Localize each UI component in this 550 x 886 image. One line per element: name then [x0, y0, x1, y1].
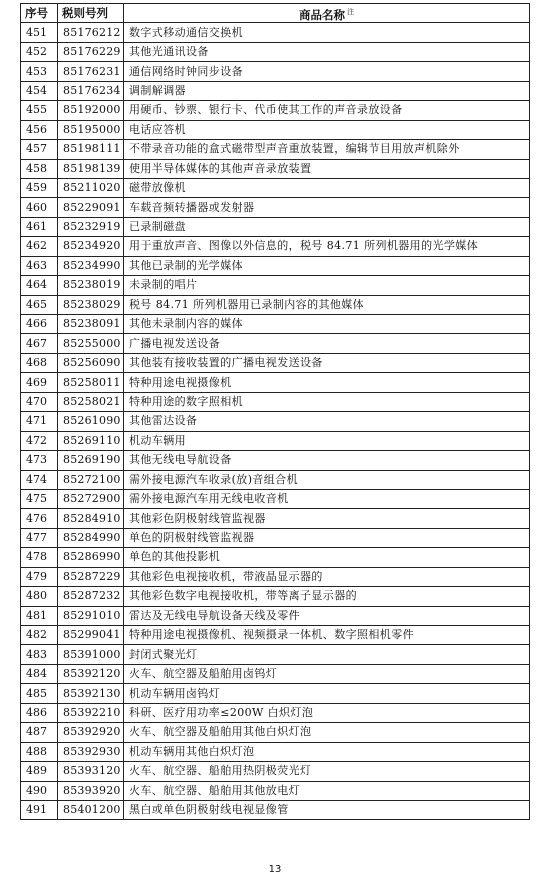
cell-seq: 453: [21, 62, 58, 81]
page-number: 13: [268, 864, 282, 875]
cell-code: 85392120: [58, 664, 124, 683]
table-row: [21, 334, 530, 353]
table-row: [21, 645, 530, 664]
cell-name: 电话应答机: [124, 120, 530, 139]
cell-name: 黑白或单色阴极射线电视显像管: [124, 800, 530, 819]
cell-name: 火车、航空器及船舶用卤钨灯: [124, 664, 530, 683]
table-row: [21, 742, 530, 761]
table-row: [21, 548, 530, 567]
table-body: [21, 23, 530, 820]
table-row: [21, 198, 530, 217]
table-row: [21, 684, 530, 703]
cell-seq: 486: [21, 703, 58, 722]
table-row: [21, 587, 530, 606]
header-name-label: 商品名称: [299, 7, 345, 22]
cell-code: 85261090: [58, 412, 124, 431]
cell-name: 火车、航空器、船舶用热阴极荧光灯: [124, 762, 530, 781]
cell-seq: 452: [21, 42, 58, 61]
cell-code: 85198111: [58, 140, 124, 159]
cell-name: 其他装有接收装置的广播电视发送设备: [124, 353, 530, 372]
cell-code: 85176229: [58, 42, 124, 61]
table-row: [21, 703, 530, 722]
cell-code: 85272100: [58, 470, 124, 489]
cell-seq: 465: [21, 295, 58, 314]
cell-code: 85392930: [58, 742, 124, 761]
cell-code: 85192000: [58, 101, 124, 120]
cell-name: 广播电视发送设备: [124, 334, 530, 353]
cell-seq: 490: [21, 781, 58, 800]
table-row: [21, 451, 530, 470]
cell-code: 85391000: [58, 645, 124, 664]
cell-seq: 476: [21, 509, 58, 528]
cell-name: 车载音频转播器或发射器: [124, 198, 530, 217]
cell-name: 需外接电源汽车收录(放)音组合机: [124, 470, 530, 489]
cell-name: 其他光通讯设备: [124, 42, 530, 61]
cell-name: 雷达及无线电导航设备天线及零件: [124, 606, 530, 625]
cell-seq: 466: [21, 315, 58, 334]
table-row: [21, 237, 530, 256]
cell-seq: 459: [21, 178, 58, 197]
cell-code: 85255000: [58, 334, 124, 353]
cell-name: 已录制磁盘: [124, 217, 530, 236]
table-row: [21, 626, 530, 645]
cell-seq: 483: [21, 645, 58, 664]
table-row: [21, 101, 530, 120]
cell-name: 税号 84.71 所列机器用已录制内容的其他媒体: [124, 295, 530, 314]
cell-code: 85272900: [58, 489, 124, 508]
cell-seq: 489: [21, 762, 58, 781]
table-row: [21, 353, 530, 372]
header-name-note: 注: [347, 7, 354, 16]
table-row: [21, 120, 530, 139]
cell-code: 85195000: [58, 120, 124, 139]
cell-seq: 479: [21, 567, 58, 586]
cell-code: 85392130: [58, 684, 124, 703]
table-row: [21, 606, 530, 625]
cell-seq: 485: [21, 684, 58, 703]
cell-name: 使用半导体媒体的其他声音录放装置: [124, 159, 530, 178]
cell-seq: 473: [21, 451, 58, 470]
cell-seq: 482: [21, 626, 58, 645]
cell-name: 用硬币、钞票、银行卡、代币使其工作的声音录放设备: [124, 101, 530, 120]
table-row: [21, 781, 530, 800]
cell-name: 其他已录制的光学媒体: [124, 256, 530, 275]
cell-code: 85286990: [58, 548, 124, 567]
cell-code: 85284910: [58, 509, 124, 528]
cell-seq: 480: [21, 587, 58, 606]
cell-seq: 455: [21, 101, 58, 120]
cell-name: 其他彩色数字电视接收机，带等离子显示器的: [124, 587, 530, 606]
table-row: [21, 159, 530, 178]
cell-code: 85256090: [58, 353, 124, 372]
cell-seq: 488: [21, 742, 58, 761]
tariff-table: [20, 3, 530, 820]
cell-code: 85238019: [58, 276, 124, 295]
cell-name: 科研、医疗用功率≤200W 白炽灯泡: [124, 703, 530, 722]
table-row: [21, 664, 530, 683]
cell-code: 85393120: [58, 762, 124, 781]
cell-code: 85392920: [58, 723, 124, 742]
table-row: [21, 723, 530, 742]
cell-name: 其他未录制内容的媒体: [124, 315, 530, 334]
cell-seq: 487: [21, 723, 58, 742]
table-row: [21, 567, 530, 586]
cell-seq: 467: [21, 334, 58, 353]
cell-name: 其他彩色电视接收机，带液晶显示器的: [124, 567, 530, 586]
cell-code: 85291010: [58, 606, 124, 625]
cell-seq: 477: [21, 528, 58, 547]
table-row: [21, 762, 530, 781]
header-name: [124, 4, 530, 23]
cell-code: 85287229: [58, 567, 124, 586]
cell-name: 单色的其他投影机: [124, 548, 530, 567]
cell-code: 85238091: [58, 315, 124, 334]
cell-code: 85176212: [58, 23, 124, 42]
cell-seq: 481: [21, 606, 58, 625]
cell-seq: 457: [21, 140, 58, 159]
cell-name: 机动车辆用: [124, 431, 530, 450]
cell-name: 机动车辆用其他白炽灯泡: [124, 742, 530, 761]
cell-name: 通信网络时钟同步设备: [124, 62, 530, 81]
cell-seq: 491: [21, 800, 58, 819]
cell-code: 85269190: [58, 451, 124, 470]
table-row: [21, 256, 530, 275]
cell-code: 85229091: [58, 198, 124, 217]
cell-code: 85176231: [58, 62, 124, 81]
cell-seq: 472: [21, 431, 58, 450]
cell-name: 需外接电源汽车用无线电收音机: [124, 489, 530, 508]
cell-seq: 464: [21, 276, 58, 295]
cell-seq: 475: [21, 489, 58, 508]
cell-seq: 460: [21, 198, 58, 217]
cell-name: 单色的阴极射线管监视器: [124, 528, 530, 547]
table-row: [21, 431, 530, 450]
cell-code: 85258021: [58, 392, 124, 411]
table-row: [21, 81, 530, 100]
cell-seq: 474: [21, 470, 58, 489]
table-row: [21, 509, 530, 528]
table-header-row: [21, 4, 530, 23]
cell-code: 85211020: [58, 178, 124, 197]
cell-seq: 458: [21, 159, 58, 178]
cell-seq: 484: [21, 664, 58, 683]
table-row: [21, 528, 530, 547]
cell-name: 封闭式聚光灯: [124, 645, 530, 664]
cell-name: 调制解调器: [124, 81, 530, 100]
cell-seq: 461: [21, 217, 58, 236]
cell-code: 85284990: [58, 528, 124, 547]
cell-name: 用于重放声音、图像以外信息的，税号 84.71 所列机器用的光学媒体: [124, 237, 530, 256]
table-row: [21, 276, 530, 295]
cell-code: 85393920: [58, 781, 124, 800]
cell-seq: 451: [21, 23, 58, 42]
cell-name: 火车、航空器、船舶用其他放电灯: [124, 781, 530, 800]
cell-name: 机动车辆用卤钨灯: [124, 684, 530, 703]
table-row: [21, 42, 530, 61]
cell-code: 85392210: [58, 703, 124, 722]
cell-seq: 454: [21, 81, 58, 100]
table-row: [21, 489, 530, 508]
table-row: [21, 315, 530, 334]
cell-name: 特种用途电视摄像机: [124, 373, 530, 392]
cell-code: 85299041: [58, 626, 124, 645]
cell-name: 火车、航空器及船舶用其他白炽灯泡: [124, 723, 530, 742]
header-code: 税则号列: [58, 4, 124, 23]
cell-name: 未录制的唱片: [124, 276, 530, 295]
cell-code: 85176234: [58, 81, 124, 100]
table-row: [21, 800, 530, 819]
cell-seq: 463: [21, 256, 58, 275]
cell-name: 磁带放像机: [124, 178, 530, 197]
cell-name: 特种用途电视摄像机、视频摄录一体机、数字照相机零件: [124, 626, 530, 645]
table-row: [21, 470, 530, 489]
cell-code: 85238029: [58, 295, 124, 314]
cell-seq: 469: [21, 373, 58, 392]
cell-code: 85401200: [58, 800, 124, 819]
cell-code: 85232919: [58, 217, 124, 236]
table-row: [21, 217, 530, 236]
table-row: [21, 23, 530, 42]
cell-seq: 471: [21, 412, 58, 431]
cell-seq: 478: [21, 548, 58, 567]
cell-name: 其他无线电导航设备: [124, 451, 530, 470]
cell-name: 特种用途的数字照相机: [124, 392, 530, 411]
cell-code: 85198139: [58, 159, 124, 178]
header-seq: 序号: [21, 4, 58, 23]
table-row: [21, 62, 530, 81]
cell-code: 85234990: [58, 256, 124, 275]
cell-name: 其他雷达设备: [124, 412, 530, 431]
table-row: [21, 412, 530, 431]
cell-name: 数字式移动通信交换机: [124, 23, 530, 42]
table-row: [21, 295, 530, 314]
table-row: [21, 392, 530, 411]
cell-code: 85258011: [58, 373, 124, 392]
cell-code: 85287232: [58, 587, 124, 606]
cell-name: 其他彩色阴极射线管监视器: [124, 509, 530, 528]
cell-seq: 468: [21, 353, 58, 372]
cell-code: 85269110: [58, 431, 124, 450]
table-row: [21, 140, 530, 159]
cell-code: 85234920: [58, 237, 124, 256]
cell-name: 不带录音功能的盒式磁带型声音重放装置，编辑节目用放声机除外: [124, 140, 530, 159]
cell-seq: 462: [21, 237, 58, 256]
cell-seq: 470: [21, 392, 58, 411]
cell-seq: 456: [21, 120, 58, 139]
table-row: [21, 373, 530, 392]
table-row: [21, 178, 530, 197]
